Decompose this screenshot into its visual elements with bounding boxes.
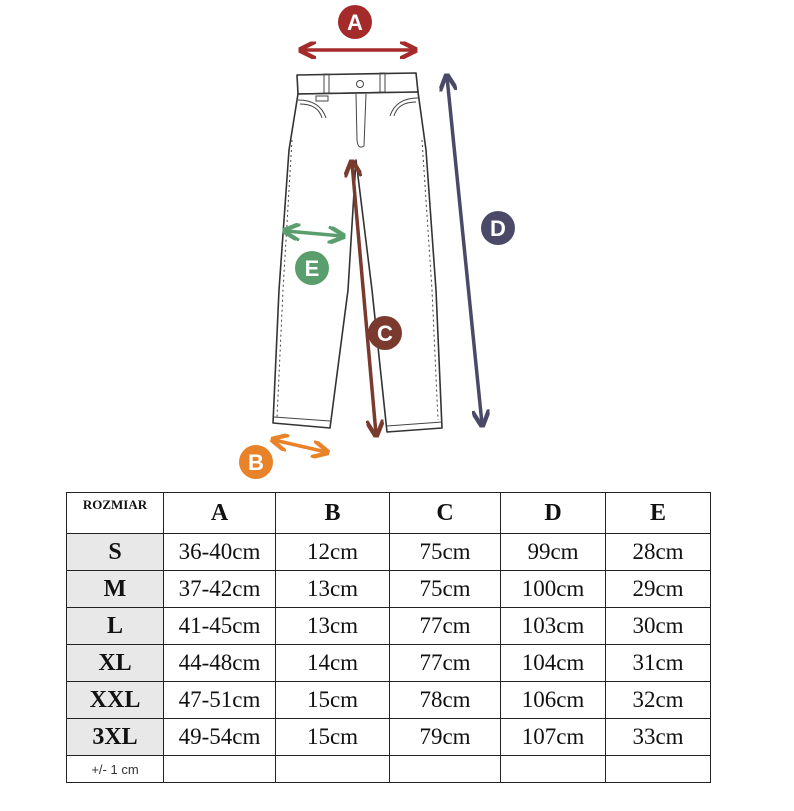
empty-cell (164, 756, 276, 783)
tolerance-row (67, 756, 711, 783)
empty-cell (501, 756, 606, 783)
column-header-c: C (390, 493, 501, 534)
table-cell: 15cm (276, 719, 390, 756)
badge-b (239, 445, 273, 479)
table-cell: 49-54cm (164, 719, 276, 756)
badge-c (368, 316, 402, 350)
size-label: XXL (67, 682, 164, 719)
table-cell: 79cm (390, 719, 501, 756)
badge-b-label: B (248, 450, 264, 475)
size-chart-table (66, 492, 711, 783)
badge-a-label: A (347, 10, 363, 35)
table-cell: 75cm (390, 571, 501, 608)
table-cell: 29cm (606, 571, 711, 608)
table-row (67, 608, 711, 645)
table-cell: 103cm (501, 608, 606, 645)
empty-cell (606, 756, 711, 783)
table-cell: 106cm (501, 682, 606, 719)
size-label: L (67, 608, 164, 645)
table-cell: 13cm (276, 571, 390, 608)
table-cell: 107cm (501, 719, 606, 756)
table-cell: 75cm (390, 534, 501, 571)
table-cell: 33cm (606, 719, 711, 756)
size-label: XL (67, 645, 164, 682)
tolerance-note: +/- 1 cm (67, 756, 164, 783)
table-row (67, 682, 711, 719)
table-cell: 78cm (390, 682, 501, 719)
empty-cell (276, 756, 390, 783)
badge-a (338, 5, 372, 39)
waistband (297, 73, 418, 94)
table-cell: 47-51cm (164, 682, 276, 719)
column-header-b: B (276, 493, 390, 534)
table-cell: 32cm (606, 682, 711, 719)
table-cell: 77cm (390, 608, 501, 645)
badge-e-label: E (304, 256, 320, 281)
table-row (67, 534, 711, 571)
table-cell: 13cm (276, 608, 390, 645)
badge-e (295, 251, 329, 285)
table-cell: 99cm (501, 534, 606, 571)
trousers-outline (273, 73, 442, 432)
table-header-row (67, 493, 711, 534)
table-row (67, 571, 711, 608)
table-cell: 44-48cm (164, 645, 276, 682)
size-label: M (67, 571, 164, 608)
arrow-b (274, 440, 326, 452)
table-row (67, 645, 711, 682)
table-row (67, 719, 711, 756)
table-cell: 77cm (390, 645, 501, 682)
arrow-d (447, 77, 482, 424)
table-cell: 28cm (606, 534, 711, 571)
table-cell: 104cm (501, 645, 606, 682)
table-cell: 37-42cm (164, 571, 276, 608)
table-cell: 30cm (606, 608, 711, 645)
table-cell: 15cm (276, 682, 390, 719)
column-header-a: A (164, 493, 276, 534)
table-cell: 31cm (606, 645, 711, 682)
table-cell: 41-45cm (164, 608, 276, 645)
size-label: 3XL (67, 719, 164, 756)
size-label: S (67, 534, 164, 571)
column-header-e: E (606, 493, 711, 534)
table-cell: 36-40cm (164, 534, 276, 571)
badge-d-label: D (490, 216, 506, 241)
table-cell: 100cm (501, 571, 606, 608)
column-header-d: D (501, 493, 606, 534)
badge-c-label: C (377, 321, 393, 346)
badge-d (481, 211, 515, 245)
table-cell: 12cm (276, 534, 390, 571)
size-column-header: ROZMIAR (67, 493, 164, 534)
empty-cell (390, 756, 501, 783)
table-cell: 14cm (276, 645, 390, 682)
